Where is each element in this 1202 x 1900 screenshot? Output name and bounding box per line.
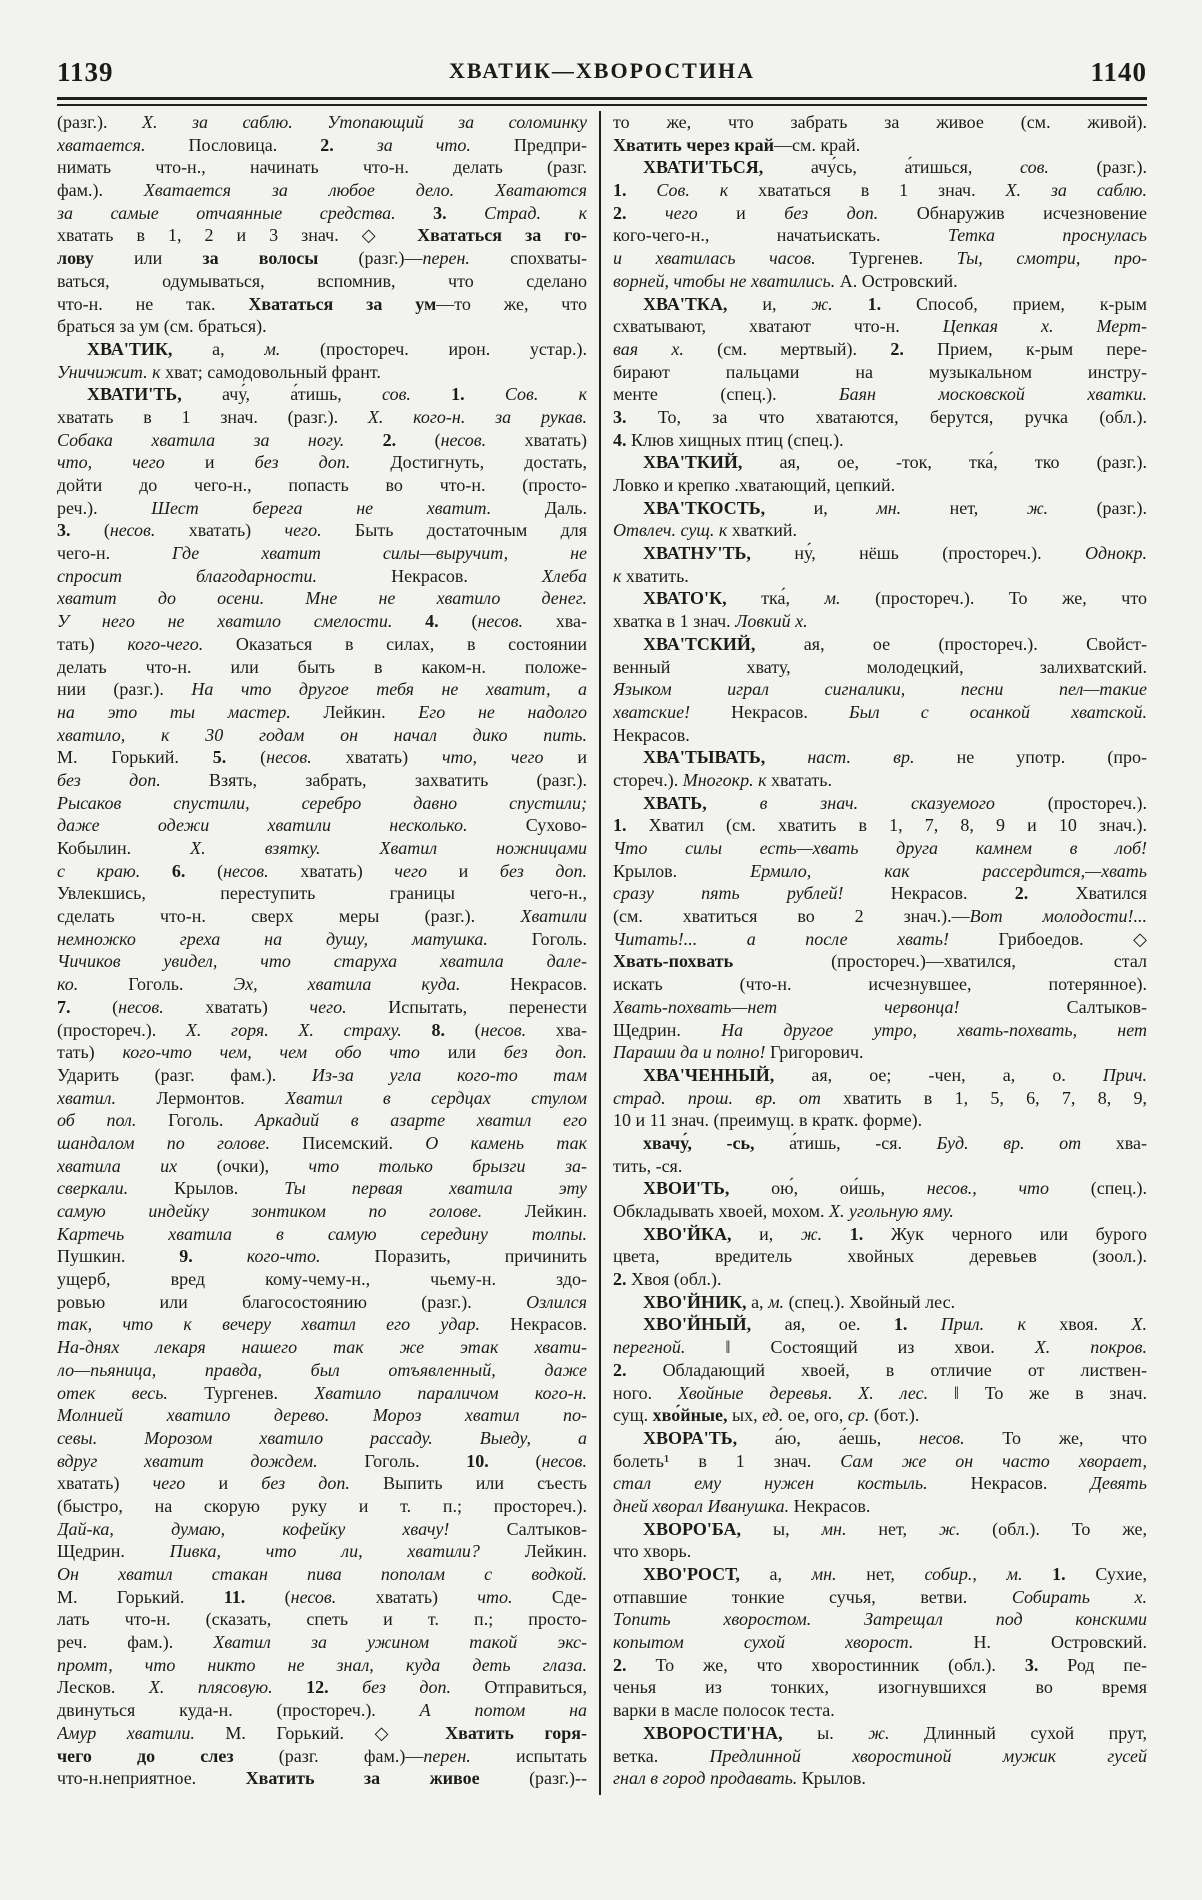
text-line: гнал в город продавать. Крылов. bbox=[613, 1768, 866, 1789]
text-line: Амур хватили. М. Горький. ◇ Хватить горя- bbox=[57, 1722, 587, 1743]
header-double-rule bbox=[57, 97, 1147, 106]
text-line: 1. Сов. к хвататься в 1 знач. Х. за саблю. bbox=[613, 180, 1147, 201]
text-line: так, что к вечеру хватил его удар. Некрасов. bbox=[57, 1314, 587, 1335]
text-line: вая х. (см. мертвый). 2. Прием, к-рым пере- bbox=[613, 338, 1147, 359]
text-line: Молнией хватило дерево. Мороз хватил по- bbox=[57, 1405, 587, 1426]
text-line: (простореч.). Х. горя. Х. страху. 8. (несов. хва- bbox=[57, 1019, 587, 1040]
text-line: бирают пальцами на музыкальном инстру- bbox=[613, 361, 1147, 382]
text-line: ХВА'ТЫВАТЬ, наст. вр. не употр. (про- bbox=[643, 747, 1147, 768]
text-line: хватка в 1 знач. Ловкий х. bbox=[613, 611, 808, 632]
text-line: хватит до осени. Мне не хватило денег. bbox=[57, 588, 587, 609]
text-line: венный хвату, молодецкий, залихватский. bbox=[613, 656, 1147, 677]
text-line: Параши да и полно! Григорович. bbox=[613, 1042, 864, 1063]
text-line: на это ты мастер. Лейкин. Его не надолго bbox=[57, 701, 587, 722]
text-line: нимать что-н., начинать что-н. делать (разг. bbox=[57, 157, 587, 178]
text-line: чего-н. Где хватит силы—выручит, не bbox=[57, 543, 587, 564]
text-line: страд. прош. вр. от хватить в 1, 5, 6, 7, 8, 9, bbox=[613, 1087, 1147, 1108]
text-line: сущ. хво́йные, ых, ед. ое, ого, ср. (бот.). bbox=[613, 1405, 920, 1426]
text-line: 10 и 11 знач. (преимущ. в кратк. форме). bbox=[613, 1110, 923, 1131]
text-line: Картечь хватила в самую середину толпы. bbox=[57, 1223, 587, 1244]
text-line: Хвать-похвать (простореч.)—хватился, стал bbox=[613, 951, 1147, 972]
text-line: двинуться куда-н. (простореч.). А потом на bbox=[57, 1700, 587, 1721]
text-line: немножко греха на душу, матушка. Гоголь. bbox=[57, 928, 587, 949]
text-line: ворней, чтобы не хватились. А. Островский. bbox=[613, 270, 958, 291]
text-line: к хватить. bbox=[613, 565, 689, 586]
text-line: ХВО'ЙНЫЙ, ая, ое. 1. Прил. к хвоя. Х. bbox=[643, 1314, 1147, 1335]
text-line: копытом сухой хворост. Н. Островский. bbox=[613, 1632, 1147, 1653]
text-line: Он хватил стакан пива пополам с водкой. bbox=[57, 1564, 587, 1584]
text-line: ХВА'ТИК, а, м. (простореч. ирон. устар.). bbox=[87, 338, 587, 359]
text-line: ветка. Предлинной хворостиной мужик гусей bbox=[613, 1745, 1147, 1766]
text-line: Отвлеч. сущ. к хваткий. bbox=[613, 520, 797, 541]
text-line: сразу пять рублей! Некрасов. 2. Хватился bbox=[613, 883, 1147, 904]
text-line: стал ему нужен костыль. Некрасов. Девять bbox=[613, 1473, 1147, 1494]
text-line: Хвать-похвать—нет червонца! Салтыков- bbox=[613, 996, 1147, 1017]
page-content bbox=[57, 0, 1147, 1795]
text-columns bbox=[57, 111, 1147, 1795]
text-line: что-н. не так. Хвататься за ум—то же, что bbox=[57, 293, 587, 314]
text-line: 3. (несов. хватать) чего. Быть достаточным для bbox=[57, 520, 587, 541]
text-line: самую индейку зонтиком по голове. Лейкин. bbox=[57, 1201, 587, 1221]
text-line: тать) кого-чего. Оказаться в силах, в состоянии bbox=[57, 633, 587, 654]
text-line: Топить хворостом. Затрещал под конскими bbox=[613, 1609, 1147, 1630]
page-number-left: 1139 bbox=[57, 57, 114, 87]
text-line: тать) кого-что чем, чем обо что или без доп. bbox=[57, 1042, 587, 1063]
text-line: за самые отчаянные средства. 3. Страд. к bbox=[57, 202, 587, 223]
text-line: ХВО'ЙНИК, а, м. (спец.). Хвойный лес. bbox=[643, 1291, 956, 1312]
text-line: лать что-н. (сказать, спеть и т. п.; просто- bbox=[57, 1609, 587, 1630]
text-line: ХВАТЬ, в знач. сказуемого (простореч.). bbox=[643, 792, 1147, 813]
text-line: 7. (несов. хватать) чего. Испытать, перенести bbox=[57, 996, 587, 1017]
text-line: Читать!... а после хвать! Грибоедов. ◇ bbox=[613, 928, 1147, 949]
text-line: (быстро, на скорую руку и т. п.; простореч.). bbox=[57, 1495, 587, 1516]
left-column bbox=[57, 111, 587, 1795]
text-line: фам.). Хватается за любое дело. Хватаются bbox=[57, 180, 587, 201]
text-line: вдруг хватит дождем. Гоголь. 10. (несов. bbox=[57, 1450, 587, 1471]
text-line: кого-чего-н., начатьискать. Тетка проснулась bbox=[613, 225, 1147, 246]
text-line: ло—пьяница, правда, был отъявленный, даже bbox=[57, 1359, 587, 1380]
text-line: Крылов. Ермило, как рассердится,—хвать bbox=[613, 860, 1147, 881]
text-line: что хворь. bbox=[613, 1541, 692, 1562]
text-line: Лесков. Х. плясовую. 12. без доп. Отправиться, bbox=[57, 1677, 587, 1698]
text-line: браться за ум (см. браться). bbox=[57, 316, 267, 337]
text-line: ХВА'ТСКИЙ, ая, ое (простореч.). Свойст- bbox=[643, 633, 1147, 654]
text-line: хватать в 1, 2 и 3 знач. ◇ Хвататься за го- bbox=[57, 225, 587, 246]
text-line: Собака хватила за ногу. 2. (несов. хватать) bbox=[57, 429, 587, 450]
text-line: ХВА'ТКОСТЬ, и, мн. нет, ж. (разг.). bbox=[643, 497, 1147, 518]
page-number-right: 1140 bbox=[1090, 57, 1147, 87]
text-line: ХВАТО'К, тка́, м. (простореч.). То же, что bbox=[643, 588, 1147, 609]
text-line: Щедрин. Пивка, что ли, хватили? Лейкин. bbox=[57, 1541, 587, 1562]
text-line: Ловко и крепко .хватающий, цепкий. bbox=[613, 475, 896, 495]
text-line: Языком играл сигналики, песни пел—такие bbox=[613, 679, 1147, 700]
text-line: Дай-ка, думаю, кофейку хвачу! Салтыков- bbox=[57, 1518, 587, 1539]
text-line: тить, -ся. bbox=[613, 1155, 683, 1176]
text-line: нии (разг.). На что другое тебя не хватит, а bbox=[57, 679, 587, 700]
text-line: хватило, к 30 годам он начал дико пить. bbox=[57, 724, 587, 745]
text-line: М. Горький. 5. (несов. хватать) что, чего и bbox=[57, 747, 587, 768]
text-line: ХВОИ'ТЬ, ою́, ои́шь, несов., что (спец.). bbox=[643, 1178, 1147, 1199]
text-line: 2. Обладающий хвоей, в отличие от листвен- bbox=[613, 1359, 1147, 1380]
text-line: сделать что-н. сверх меры (разг.). Хватили bbox=[57, 906, 587, 927]
text-line: У него не хватило смелости. 4. (несов. хва- bbox=[57, 611, 587, 632]
text-line: ко. Гоголь. Эх, хватила куда. Некрасов. bbox=[57, 974, 587, 995]
text-line: шандалом по голове. Писемский. О камень так bbox=[57, 1132, 587, 1153]
text-line: хватать в 1 знач. (разг.). Х. кого-н. за рукав. bbox=[57, 406, 587, 427]
right-column bbox=[613, 111, 1147, 1795]
column-gutter bbox=[587, 111, 613, 1795]
text-line: 2. чего и без доп. Обнаружив исчезновение bbox=[613, 202, 1147, 223]
text-line: дойти до чего-н., попасть во что-н. (просто- bbox=[57, 475, 587, 495]
text-line: Увлекшись, переступить границы чего-н., bbox=[57, 883, 587, 904]
text-line: 1. Хватил (см. хватить в 1, 7, 8, 9 и 10 знач.). bbox=[613, 815, 1147, 836]
text-line: реч.). Шест берега не хватит. Даль. bbox=[57, 497, 587, 518]
text-line: Некрасов. bbox=[613, 724, 690, 745]
text-line: болеть¹ в 1 знач. Сам же он часто хворает, bbox=[613, 1450, 1147, 1471]
text-line: ХВОРОСТИ'НА, ы. ж. Длинный сухой прут, bbox=[643, 1722, 1147, 1743]
text-line: ущерб, вред кому-чему-н., чьему-н. здо- bbox=[57, 1269, 587, 1290]
text-line: цвета, вредитель хвойных деревьев (зоол.). bbox=[613, 1246, 1147, 1267]
text-line: спросит благодарности. Некрасов. Хлеба bbox=[57, 565, 587, 586]
page-header bbox=[57, 54, 1147, 88]
text-line: ХВАТИ'ТЬ, ачу́, а́тишь, сов. 1. Сов. к bbox=[87, 384, 587, 405]
text-line: хватил. Лермонтов. Хватил в сердцах стулом bbox=[57, 1087, 587, 1108]
text-line: М. Горький. 11. (несов. хватать) что. Сде- bbox=[57, 1586, 587, 1607]
text-line: Пушкин. 9. кого-что. Поразить, причинить bbox=[57, 1246, 587, 1267]
text-line: даже одежи хватили несколько. Сухово- bbox=[57, 815, 587, 836]
text-line: Обкладывать хвоей, мохом. Х. угольную яму. bbox=[613, 1201, 954, 1221]
text-line: промт, что никто не знал, куда деть глаза. bbox=[57, 1654, 587, 1675]
text-line: то же, что забрать за живое (см. живой). bbox=[613, 112, 1147, 132]
text-line: без доп. Взять, забрать, захватить (разг.). bbox=[57, 769, 587, 790]
text-line: отпавшие тонкие сучья, ветви. Собирать х. bbox=[613, 1586, 1147, 1607]
text-line: Щедрин. На другое утро, хвать-похвать, нет bbox=[613, 1019, 1147, 1040]
text-line: делать что-н. или быть в каком-н. положе- bbox=[57, 656, 587, 677]
text-line: ХВАТИ'ТЬСЯ, ачу́сь, а́тишься, сов. (разг.). bbox=[643, 157, 1147, 178]
text-line: ного. Хвойные деревья. Х. лес. ‖ То же в знач. bbox=[613, 1382, 1147, 1403]
text-line: хватать) чего и без доп. Выпить или съесть bbox=[57, 1473, 587, 1494]
running-head-wrap bbox=[114, 58, 1091, 88]
text-line: схватывают, хватают что-н. Цепкая х. Мерт- bbox=[613, 316, 1147, 337]
text-line: варки в масле полосок теста. bbox=[613, 1700, 835, 1721]
text-line: На-днях лекаря нашего так же этак хвати- bbox=[57, 1337, 587, 1358]
text-line: 2. Хвоя (обл.). bbox=[613, 1269, 722, 1290]
text-line: сверкали. Крылов. Ты первая хватила эту bbox=[57, 1178, 587, 1199]
text-line: Уничижит. к хват; самодовольный франт. bbox=[57, 361, 381, 382]
text-line: стореч.). Многокр. к хватать. bbox=[613, 769, 832, 790]
text-line: хвачу́, -сь, а́тишь, -ся. Буд. вр. от хва- bbox=[643, 1132, 1147, 1153]
text-line: искать (что-н. исчезнувшее, потерянное). bbox=[613, 974, 1147, 995]
text-line: 2. То же, что хворостинник (обл.). 3. Род пе- bbox=[613, 1654, 1147, 1675]
text-line: хватские! Некрасов. Был с осанкой хватской. bbox=[613, 701, 1147, 722]
text-line: хватила их (очки), что только брызги за- bbox=[57, 1155, 587, 1176]
text-line: реч. фам.). Хватил за ужином такой экс- bbox=[57, 1632, 587, 1653]
text-line: Хватить через край—см. край. bbox=[613, 134, 861, 155]
text-line: ваться, одумываться, вспомнив, что сделано bbox=[57, 270, 587, 291]
text-line: 3. То, за что хватаются, берутся, ручка (обл.). bbox=[613, 406, 1147, 427]
text-line: ХВОРО'БА, ы, мн. нет, ж. (обл.). То же, bbox=[643, 1518, 1147, 1539]
text-line: Ударить (разг. фам.). Из-за угла кого-то там bbox=[57, 1064, 587, 1085]
text-line: и хватилась часов. Тургенев. Ты, смотри, про- bbox=[613, 248, 1147, 269]
text-line: что-н.неприятное. Хватить за живое (разг.)-- bbox=[57, 1768, 587, 1789]
text-line: Кобылин. Х. взятку. Хватил ножницами bbox=[57, 838, 587, 858]
running-head: ХВАТИК—ХВОРОСТИНА bbox=[449, 58, 755, 83]
text-line: чего до слез (разг. фам.)—перен. испытать bbox=[57, 1745, 587, 1766]
text-line: ровью или благосостоянию (разг.). Озлился bbox=[57, 1291, 587, 1312]
text-line: (разг.). Х. за саблю. Утопающий за соломинку bbox=[57, 112, 587, 132]
column-divider-rule bbox=[599, 111, 601, 1795]
text-line: что, чего и без доп. Достигнуть, достать, bbox=[57, 452, 587, 473]
text-line: ХВОРА'ТЬ, а́ю, а́ешь, несов. То же, что bbox=[643, 1427, 1147, 1448]
text-line: ХВА'ТКА, и, ж. 1. Способ, прием, к-рым bbox=[643, 293, 1147, 314]
text-line: ХВА'ЧЕННЫЙ, ая, ое; -чен, а, о. Прич. bbox=[643, 1064, 1147, 1085]
text-line: ХВО'РОСТ, а, мн. нет, собир., м. 1. Сухие, bbox=[643, 1564, 1147, 1584]
text-line: севы. Морозом хватило рассаду. Выеду, а bbox=[57, 1427, 587, 1448]
text-line: (см. хватиться во 2 знач.).—Вот молодости!... bbox=[613, 906, 1147, 927]
text-line: ХВАТНУ'ТЬ, ну́, нёшь (простореч.). Однокр. bbox=[643, 543, 1147, 564]
text-line: хватается. Пословица. 2. за что. Предпри- bbox=[57, 134, 587, 155]
text-line: менте (спец.). Баян московской хватки. bbox=[613, 384, 1147, 405]
text-line: Рысаков спустили, серебро давно спустили; bbox=[57, 792, 587, 813]
text-line: ХВО'ЙКА, и, ж. 1. Жук черного или бурого bbox=[643, 1223, 1147, 1244]
text-line: Что силы есть—хвать друга камнем в лоб! bbox=[613, 838, 1147, 858]
text-line: ХВА'ТКИЙ, ая, ое, -ток, тка́, тко (разг.). bbox=[643, 452, 1147, 473]
text-line: перегной. ‖ Состоящий из хвои. Х. покров. bbox=[613, 1337, 1147, 1358]
text-line: Чичиков увидел, что старуха хватила дале- bbox=[57, 951, 587, 972]
text-line: 4. Клюв хищных птиц (спец.). bbox=[613, 429, 844, 450]
text-line: отек весь. Тургенев. Хватило параличом кого-н. bbox=[57, 1382, 587, 1403]
text-line: дней хворал Иванушка. Некрасов. bbox=[613, 1495, 871, 1516]
text-line: об пол. Гоголь. Аркадий в азарте хватил его bbox=[57, 1110, 587, 1131]
text-line: ченья из тонких, изогнувшихся во время bbox=[613, 1677, 1147, 1698]
text-line: лову или за волосы (разг.)—перен. спохваты- bbox=[57, 248, 587, 269]
text-line: с краю. 6. (несов. хватать) чего и без доп. bbox=[57, 860, 587, 881]
